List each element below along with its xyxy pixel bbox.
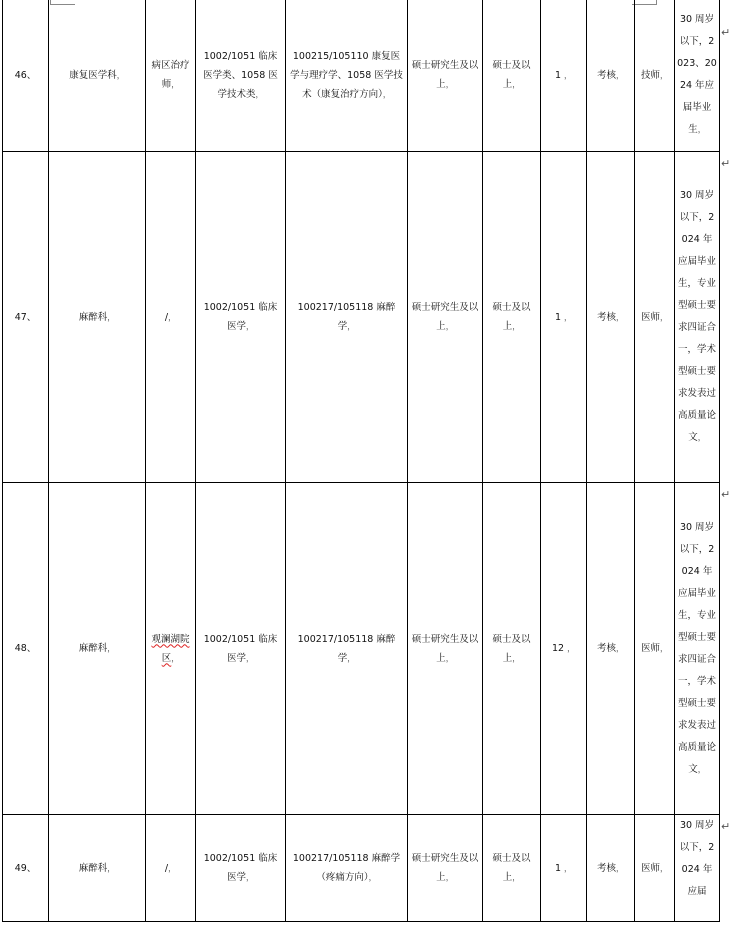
recruitment-table: [2, 0, 720, 922]
major-cell: 1002/1051 临床医学，: [196, 483, 286, 815]
category-cell: 医师，: [635, 815, 675, 922]
table-row: [3, 483, 720, 815]
method-cell: 考核，: [587, 0, 635, 152]
category-cell: 医师，: [635, 152, 675, 483]
post-cell: /，: [146, 815, 196, 922]
education-cell: 硕士研究生及以上，: [408, 815, 483, 922]
count-cell: 1 ，: [541, 152, 587, 483]
count-cell: 1 ，: [541, 0, 587, 152]
row-number: 49、: [3, 815, 49, 922]
return-arrow-icon: ↵: [721, 157, 730, 170]
degree-cell: 硕士及以上，: [483, 483, 541, 815]
table-row: [3, 152, 720, 483]
degree-cell: 硕士及以上，: [483, 0, 541, 152]
requirement-note-cell: 30 周岁以下，2024 年应届: [675, 815, 720, 922]
return-arrow-icon: ↵: [721, 26, 730, 39]
major-code-cell: 100217/105118 麻醉学（疼痛方向），: [286, 815, 408, 922]
requirement-note-cell: 30 周岁以下，2023、2024 年应届毕业生，: [675, 0, 720, 152]
post-cell: 观澜湖院区，: [146, 483, 196, 815]
degree-cell: 硕士及以上，: [483, 152, 541, 483]
category-cell: 医师，: [635, 483, 675, 815]
requirement-note-cell: 30 周岁以下，2024 年应届毕业生，专业型硕士要求四证合一，学术型硕士要求发表过高质量论文，: [675, 152, 720, 483]
requirement-note-cell: 30 周岁以下，2024 年应届毕业生，专业型硕士要求四证合一，学术型硕士要求发表过高质量论文，: [675, 483, 720, 815]
return-arrow-icon: ↵: [721, 488, 730, 501]
table-row: [3, 0, 720, 152]
department-cell: 麻醉科，: [49, 483, 146, 815]
method-cell: 考核，: [587, 152, 635, 483]
major-cell: 1002/1051 临床医学，: [196, 815, 286, 922]
degree-cell: 硕士及以上，: [483, 815, 541, 922]
department-cell: 康复医学科，: [49, 0, 146, 152]
count-cell: 12 ，: [541, 483, 587, 815]
education-cell: 硕士研究生及以上，: [408, 152, 483, 483]
method-cell: 考核，: [587, 483, 635, 815]
education-cell: 硕士研究生及以上，: [408, 0, 483, 152]
department-cell: 麻醉科，: [49, 152, 146, 483]
count-cell: 1 ，: [541, 815, 587, 922]
return-arrow-icon: ↵: [721, 820, 730, 833]
method-cell: 考核，: [587, 815, 635, 922]
major-cell: 1002/1051 临床医学类、1058 医学技术类，: [196, 0, 286, 152]
education-cell: 硕士研究生及以上，: [408, 483, 483, 815]
major-code-cell: 100217/105118 麻醉学，: [286, 483, 408, 815]
major-code-cell: 100215/105110 康复医学与理疗学、1058 医学技术（康复治疗方向），: [286, 0, 408, 152]
row-number: 48、: [3, 483, 49, 815]
post-cell: 病区治疗师，: [146, 0, 196, 152]
post-cell: /，: [146, 152, 196, 483]
major-cell: 1002/1051 临床医学，: [196, 152, 286, 483]
major-code-cell: 100217/105118 麻醉学，: [286, 152, 408, 483]
department-cell: 麻醉科，: [49, 815, 146, 922]
table-row: [3, 815, 720, 922]
row-number: 46、: [3, 0, 49, 152]
category-cell: 技师，: [635, 0, 675, 152]
row-number: 47、: [3, 152, 49, 483]
